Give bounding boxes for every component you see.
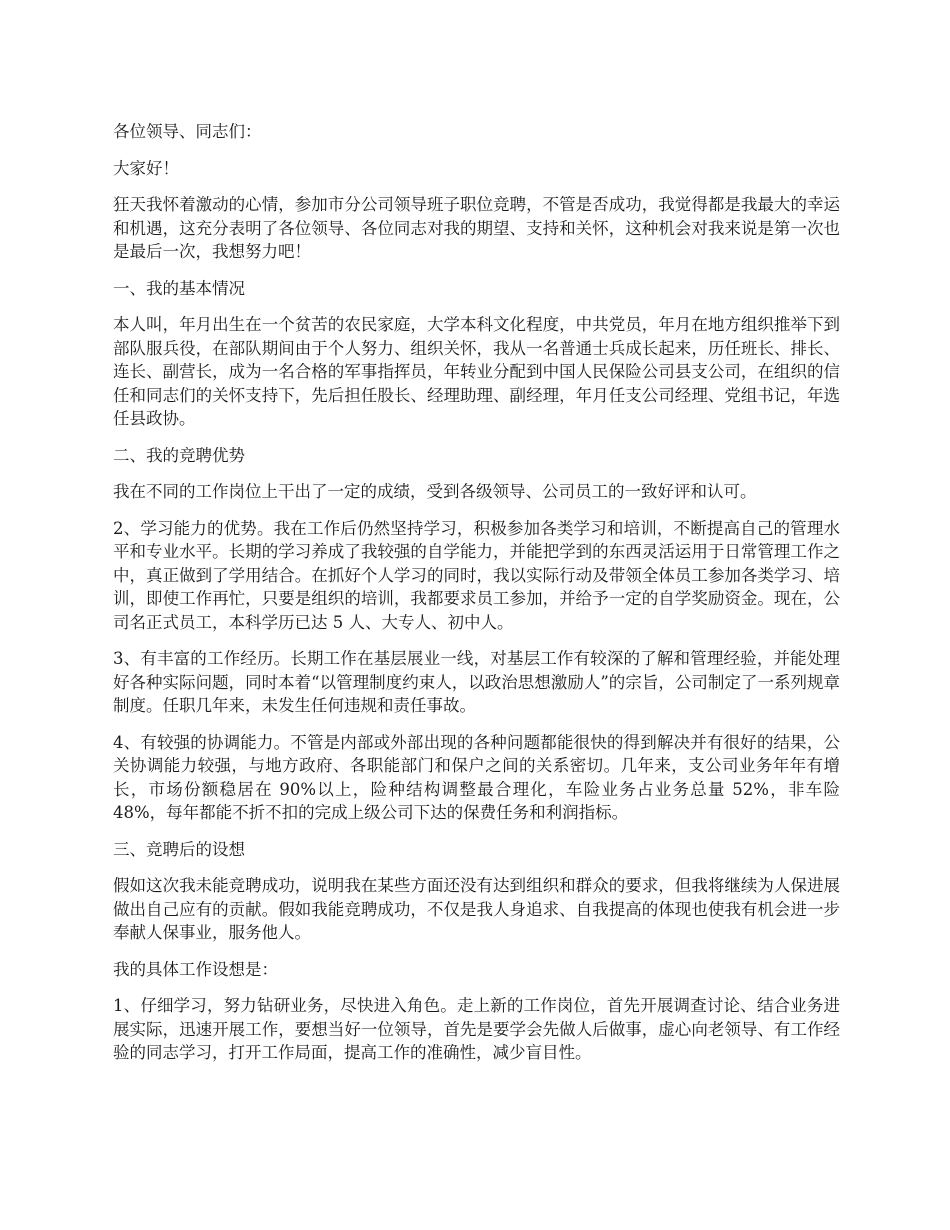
document-body — [113, 120, 840, 1078]
plans-lead-paragraph: 我的具体工作设想是： — [113, 959, 278, 979]
plan-item-1-paragraph: 1、仔细学习，努力钻研业务，尽快进入角色。走上新的工作岗位，首先开展调查讨论、结合业务进展实际，迅速开展工作，要想当好一位领导，首先是要学会先做人后做事，虚心向老领导、有工作经验的同志学习，打开工作局面，提高工作的准确性，减少盲目性。 — [113, 996, 840, 1062]
advantage-learning-paragraph: 2、学习能力的优势。我在工作后仍然坚持学习，积极参加各类学习和培训，不断提高自己的管理水平和专业水平。长期的学习养成了我较强的自学能力，并能把学到的东西灵活运用于日常管理工作之中，真正做到了学用结合。在抓好个人学习的同时，我以实际行动及带领全体员工参加各类学习、培训，即使工作再忙，只要是组织的培训，我都要求员工参加，并给予一定的自学奖励资金。现在，公司名正式员工，本科学历已达 5 人、大专人、初中人。 — [113, 518, 840, 632]
advantage-experience-paragraph: 3、有丰富的工作经历。长期工作在基层展业一线，对基层工作有较深的了解和管理经验，并能处理好各种实际问题，同时本着“以管理制度约束人，以政治思想激励人”的宗旨，公司制定了一系列规章制度。任职几年来，未发生任何违规和责任事故。 — [113, 649, 840, 715]
greeting: 大家好！ — [113, 158, 179, 178]
section-heading-basic-info: 一、我的基本情况 — [113, 278, 245, 298]
intro-paragraph: 狂天我怀着激动的心情，参加市分公司领导班子职位竞聘，不管是否成功，我觉得都是我最大的幸运和机遇，这充分表明了各位领导、各位同志对我的期望、支持和关怀，这种机会对我来说是第一次也是最后一次，我想努力吧！ — [113, 195, 840, 261]
salutation: 各位领导、同志们： — [113, 122, 262, 141]
section-heading-advantages: 二、我的竞聘优势 — [113, 445, 245, 465]
advantages-intro-paragraph: 我在不同的工作岗位上干出了一定的成绩，受到各级领导、公司员工的一致好评和认可。 — [113, 482, 757, 501]
plans-intro-paragraph: 假如这次我未能竞聘成功，说明我在某些方面还没有达到组织和群众的要求，但我将继续为人保进展做出自己应有的贡献。假如我能竞聘成功，不仅是我人身追求、自我提高的体现也使我有机会进一步奉献人保事业，服务他人。 — [113, 876, 840, 942]
advantage-coordination-paragraph: 4、有较强的协调能力。不管是内部或外部出现的各种问题都能很快的得到解决并有很好的结果，公关协调能力较强，与地方政府、各职能部门和保户之间的关系密切。几年来，支公司业务年年有增长，市场份额稳居在 90%以上，险种结构调整最合理化，车险业务占业务总量 52%，非车险 48%，每年都能不折不扣的完成上级公司下达的保费任务和利润指标。 — [113, 732, 840, 822]
basic-info-paragraph: 本人叫，年月出生在一个贫苦的农民家庭，大学本科文化程度，中共党员，年月在地方组织推举下到部队服兵役，在部队期间由于个人努力、组织关怀，我从一名普通士兵成长起来，历任班长、排长、连长、副营长，成为一名合格的军事指挥员，年转业分配到中国人民保险公司县支公司，在组织的信任和同志们的关怀支持下，先后担任股长、经理助理、副经理，年月任支公司经理、党组书记，年选任县政协。 — [113, 315, 840, 428]
section-heading-plans: 三、竞聘后的设想 — [113, 839, 245, 859]
